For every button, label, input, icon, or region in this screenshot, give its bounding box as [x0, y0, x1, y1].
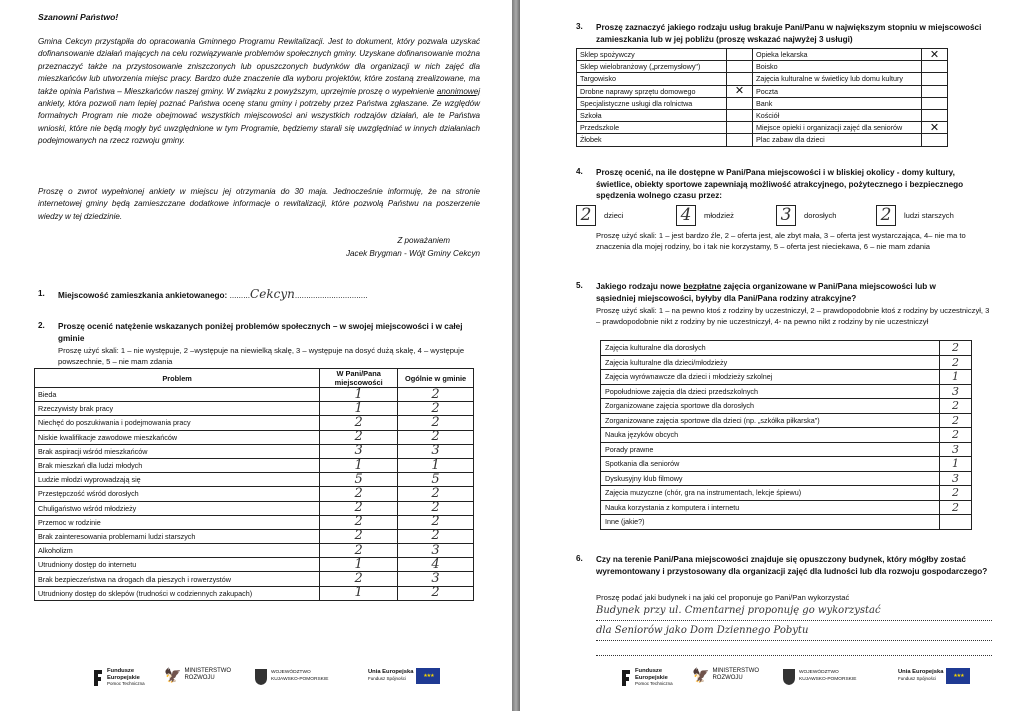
table-row	[577, 73, 948, 85]
q5-scale: Proszę użyć skali: 1 – na pewno ktoś z rodziny by uczestniczył, 2 – prawdopodobnie ktoś z rodziny by uczestniczył, 3 – prawdopodobnie nikt z rodziny by nie uczestniczył, 4- na pewno nikt z rodziny by nie uczestniczył	[596, 306, 990, 326]
col-header-gmina: Ogólnie w gminie	[398, 369, 474, 388]
q3-question: Proszę zaznaczyć jakiego rodzaju usług brakuje Pani/Panu w największym stopniu w miejscowości zamieszkania lub w jej pobliżu (proszę wskazać najwyżej 3 usługi)	[596, 23, 982, 44]
activity-rating-cell[interactable]: 2	[940, 341, 972, 356]
unia-europejska-logo: Unia Europejska Fundusz Spójności ★★★	[368, 668, 440, 684]
activity-label: Zorganizowane zajęcia sportowe dla dorosłych	[601, 399, 940, 414]
problem-cell: Utrudniony dostęp do internetu	[35, 558, 320, 572]
activity-label: Dyskusyjny klub filmowy	[601, 471, 940, 486]
gmina-rating-cell[interactable]: 2	[398, 529, 474, 543]
q2-question: Proszę ocenić natężenie wskazanych poniżej problemów społecznych – w swojej miejscowości i w całej gminie	[58, 322, 463, 343]
table-row	[601, 355, 972, 370]
table-row	[35, 388, 474, 402]
activity-label: Popołudniowe zajęcia dla dzieci przedszkolnych	[601, 384, 940, 399]
table-row	[35, 416, 474, 430]
local-rating-cell[interactable]: 3	[320, 444, 398, 458]
activity-label: Porady prawne	[601, 442, 940, 457]
eu-flag-icon: ★★★	[946, 668, 970, 684]
gmina-rating-cell[interactable]: 2	[398, 402, 474, 416]
local-rating-cell[interactable]: 2	[320, 515, 398, 529]
table-row	[601, 428, 972, 443]
activity-label: Nauka korzystania z komputera i internetu	[601, 500, 940, 515]
service-label: Kościół	[753, 109, 922, 121]
problem-cell: Brak aspiracji wśród mieszkańców	[35, 444, 320, 458]
service-label: Drobne naprawy sprzętu domowego	[577, 85, 727, 97]
gmina-rating-cell[interactable]: 2	[398, 388, 474, 402]
service-label: Miejsce opieki i organizacji zajęć dla seniorów	[753, 122, 922, 134]
signature-name: Jacek Brygman - Wójt Gminy Cekcyn	[345, 249, 480, 258]
table-row	[601, 341, 972, 356]
table-row	[577, 97, 948, 109]
problem-cell: Utrudniony dostęp do sklepów (trudności w codziennych zakupach)	[35, 586, 320, 600]
table-row	[35, 529, 474, 543]
gmina-rating-cell[interactable]: 2	[398, 416, 474, 430]
eagle-emblem-icon: 🦅	[692, 667, 710, 683]
closing-paragraph: Proszę o zwrot wypełnionej ankiety w miejscu jej otrzymania do 30 maja. Jednocześnie informuję, że na stronie internetowej gminy będą zamieszczane dodatkowe informacje o rewitalizacji, które pozwolą Państwu na poszerzenie wiedzy w tej dziedzinie.	[38, 187, 480, 221]
table-row	[601, 370, 972, 385]
eagle-emblem-icon: 🦅	[164, 667, 182, 683]
service-label: Zajęcia kulturalne w świetlicy lub domu kultury	[753, 73, 922, 85]
table-row	[601, 457, 972, 472]
problem-cell: Przestępczość wśród dorosłych	[35, 487, 320, 501]
q4-scale: Proszę użyć skali: 1 – jest bardzo źle, 2 – oferta jest, ale zbyt mała, 3 – oferta jest wystarczająca, 4– nie ma to znaczenia dla mojej rodziny, bo i tak nie korzystamy, 5 – oferta jest nieciekawa, 6 – nie mam zdania	[596, 231, 966, 251]
fe-stars-icon	[620, 668, 632, 688]
q6-prompt: Proszę podać jaki budynek i na jaki cel proponuje go Pani/Pan wykorzystać	[596, 593, 850, 602]
gmina-rating-cell[interactable]: 3	[398, 572, 474, 586]
intro-paragraph: Gmina Cekcyn przystąpiła do opracowania Gminnego Programu Rewitalizacji. Jest to dokument, który pozwala uzyskać dofinansowanie działań mających na celu rozwiązywanie problemów społecznych gminy. Uzyskane dofinansowanie można przeznaczyć także na przystosowanie zniszczonych lub opuszczonych budynków dla organizacji w nich zajęć dla mieszkańców lub utworzenia miejsc pracy. Bardzo duże znaczenie dla wyboru projektów, które zostaną zrealizowane, ma także opinia Państwa – Mieszkańców naszej gminy. W związku z powyższym, uprzejmie proszę o wypełnienie anonimowej ankiety, która pozwoli nam lepiej poznać Państwa ocenę stanu gminy i potrzeby przez Państwa zgłaszane. Ze względów formalnych Program nie może obejmować wszystkich miejscowości ani wszystkich rodzajów działań, ale te Państwa wnioski, które nie będą mogły być uwzględnione w tym Programie, będziemy starali się uwzględniać w innych działaniach podejmowanych na rzecz rozwoju gminy.	[38, 37, 481, 146]
problem-cell: Niechęć do poszukiwania i podejmowania pracy	[35, 416, 320, 430]
gmina-rating-cell[interactable]: 3	[398, 444, 474, 458]
q4-answer-adults[interactable]: 3	[776, 205, 796, 226]
q4-label-seniors: ludzi starszych	[904, 211, 954, 220]
table-row	[601, 399, 972, 414]
services-table	[576, 48, 948, 147]
q4-question: Proszę ocenić, na ile dostępne w Pani/Pana miejscowości i w bliskiej okolicy - domy kultury, świetlice, obiekty sportowe zapewniają możliwość atrakcyjnego, pożytecznego i bezpiecznego spędzenia wolnego czasu przez:	[596, 168, 964, 200]
service-checkbox[interactable]	[727, 122, 753, 134]
gmina-rating-cell[interactable]: 2	[398, 515, 474, 529]
problem-cell: Rzeczywisty brak pracy	[35, 402, 320, 416]
fundusze-europejskie-logo: Fundusze Europejskie Pomoc Techniczna	[620, 668, 673, 688]
service-label: Bank	[753, 97, 922, 109]
service-checkbox[interactable]: ✕	[922, 49, 948, 61]
table-row	[577, 49, 948, 61]
service-label: Boisko	[753, 61, 922, 73]
signature-regards: Z poważaniem	[397, 236, 450, 245]
table-row	[35, 444, 474, 458]
problem-cell: Bieda	[35, 388, 320, 402]
activity-rating-cell[interactable]: 3	[940, 384, 972, 399]
table-row	[577, 61, 948, 73]
service-label: Sklep wielobranżowy („przemysłowy")	[577, 61, 727, 73]
activity-rating-cell[interactable]: 2	[940, 500, 972, 515]
funding-logos	[92, 668, 472, 698]
q6-number: 6.	[576, 554, 583, 563]
table-row	[35, 586, 474, 600]
q4-number: 4.	[576, 167, 583, 176]
local-rating-cell[interactable]: 5	[320, 473, 398, 487]
service-checkbox[interactable]	[727, 49, 753, 61]
service-label: Żłobek	[577, 134, 727, 146]
problems-table	[34, 368, 474, 601]
local-rating-cell[interactable]: 2	[320, 416, 398, 430]
service-label: Przedszkole	[577, 122, 727, 134]
table-row	[601, 413, 972, 428]
activity-label: Zajęcia muzyczne (chór, gra na instrumentach, lekcje śpiewu)	[601, 486, 940, 501]
table-row	[35, 487, 474, 501]
activity-label: Zajęcia kulturalne dla dorosłych	[601, 341, 940, 356]
gmina-rating-cell[interactable]: 5	[398, 473, 474, 487]
service-checkbox[interactable]: ✕	[727, 85, 753, 97]
service-checkbox[interactable]	[922, 97, 948, 109]
activity-rating-cell[interactable]: 1	[940, 457, 972, 472]
wojewodztwo-logo: WOJEWÓDZTWO KUJAWSKO-POMORSKIE	[782, 668, 856, 686]
problem-cell: Brak zainteresowania problemami ludzi starszych	[35, 529, 320, 543]
table-row	[601, 471, 972, 486]
service-checkbox[interactable]	[727, 73, 753, 85]
activity-label: Zorganizowane zajęcia sportowe dla dzieci (np. „szkółka piłkarska")	[601, 413, 940, 428]
q5-question: Jakiego rodzaju nowe bezpłatne zajęcia organizowane w Pani/Pana miejscowości lub w sąsiedniej miejscowości, byłyby dla Pani/Pana rodziny atrakcyjne?	[596, 282, 936, 303]
gmina-rating-cell[interactable]: 2	[398, 501, 474, 515]
gmina-rating-cell[interactable]: 2	[398, 586, 474, 600]
book-gutter	[512, 0, 520, 711]
q4-answer-youth[interactable]: 4	[676, 205, 696, 226]
activity-label: Zajęcia wyrównawcze dla dzieci i młodzieży szkolnej	[601, 370, 940, 385]
local-rating-cell[interactable]: 2	[320, 430, 398, 444]
local-rating-cell[interactable]: 2	[320, 487, 398, 501]
activity-rating-cell[interactable]: 2	[940, 413, 972, 428]
table-row	[601, 515, 972, 530]
table-row	[577, 122, 948, 134]
answer-line	[596, 640, 992, 641]
service-checkbox[interactable]	[922, 134, 948, 146]
activity-rating-cell[interactable]: 2	[940, 486, 972, 501]
underlined-word: anonimowej	[436, 86, 481, 96]
gmina-rating-cell[interactable]: 1	[398, 458, 474, 472]
activity-label: Spotkania dla seniorów	[601, 457, 940, 472]
activity-rating-cell[interactable]: 2	[940, 428, 972, 443]
table-row	[35, 458, 474, 472]
service-checkbox[interactable]	[727, 134, 753, 146]
table-row	[35, 572, 474, 586]
q6-answer-line-2: dla Seniorów jako Dom Dziennego Pobytu	[596, 625, 809, 636]
eu-flag-icon: ★★★	[416, 668, 440, 684]
fundusze-europejskie-logo: Fundusze Europejskie Pomoc Techniczna	[92, 668, 145, 688]
service-label: Targowisko	[577, 73, 727, 85]
service-label: Poczta	[753, 85, 922, 97]
activity-rating-cell[interactable]	[940, 515, 972, 530]
table-row	[35, 402, 474, 416]
service-checkbox[interactable]	[727, 109, 753, 121]
table-row	[601, 384, 972, 399]
q5-number: 5.	[576, 281, 583, 290]
service-checkbox[interactable]: ✕	[922, 122, 948, 134]
gmina-rating-cell[interactable]: 2	[398, 487, 474, 501]
local-rating-cell[interactable]: 1	[320, 458, 398, 472]
local-rating-cell[interactable]: 1	[320, 558, 398, 572]
local-rating-cell[interactable]: 1	[320, 388, 398, 402]
activity-rating-cell[interactable]: 1	[940, 370, 972, 385]
local-rating-cell[interactable]: 1	[320, 586, 398, 600]
answer-line	[596, 620, 992, 621]
table-row	[35, 544, 474, 558]
q1-number: 1.	[38, 289, 45, 298]
activity-label: Zajęcia kulturalne dla dzieci/młodzieży	[601, 355, 940, 370]
problem-cell: Brak mieszkań dla ludzi młodych	[35, 458, 320, 472]
table-row	[35, 430, 474, 444]
q1-question: Miejscowość zamieszkania ankietowanego: .........Cekcyn................................	[58, 287, 368, 301]
gmina-rating-cell[interactable]: 3	[398, 544, 474, 558]
service-label: Szkoła	[577, 109, 727, 121]
col-header-problem: Problem	[35, 369, 320, 388]
service-checkbox[interactable]	[727, 61, 753, 73]
table-row	[601, 486, 972, 501]
activity-rating-cell[interactable]: 2	[940, 399, 972, 414]
fe-stars-icon	[92, 668, 104, 688]
activity-rating-cell[interactable]: 2	[940, 355, 972, 370]
q3-number: 3.	[576, 22, 583, 31]
voivodeship-crest-icon	[254, 668, 268, 686]
service-checkbox[interactable]	[922, 109, 948, 121]
table-row	[601, 442, 972, 457]
q4-label-adults: dorosłych	[804, 211, 837, 220]
local-rating-cell[interactable]: 2	[320, 572, 398, 586]
q4-label-children: dzieci	[604, 211, 624, 220]
activity-rating-cell[interactable]: 3	[940, 471, 972, 486]
ministerstwo-logo: 🦅 MINISTERSTWO ROZWOJU	[164, 667, 232, 683]
activity-label: Inne (jakie?)	[601, 515, 940, 530]
service-label: Specjalistyczne usługi dla rolnictwa	[577, 97, 727, 109]
table-row	[577, 109, 948, 121]
answer-line	[596, 655, 992, 656]
q4-answer-seniors[interactable]: 2	[876, 205, 896, 226]
q6-answer-line-1: Budynek przy ul. Cmentarnej proponuję go wykorzystać	[596, 605, 881, 616]
q4-answer-children[interactable]: 2	[576, 205, 596, 226]
local-rating-cell[interactable]: 2	[320, 501, 398, 515]
problem-cell: Brak bezpieczeństwa na drogach dla pieszych i rowerzystów	[35, 572, 320, 586]
q4-label-youth: młodzież	[704, 211, 734, 220]
service-checkbox[interactable]	[727, 97, 753, 109]
local-rating-cell[interactable]: 2	[320, 529, 398, 543]
activity-label: Nauka języków obcych	[601, 428, 940, 443]
problem-cell: Alkoholizm	[35, 544, 320, 558]
service-label: Sklep spożywczy	[577, 49, 727, 61]
gmina-rating-cell[interactable]: 2	[398, 430, 474, 444]
table-row	[35, 473, 474, 487]
col-header-local: W Pani/Pana miejscowości	[320, 369, 398, 388]
activities-table	[600, 340, 972, 530]
q1-answer: Cekcyn	[250, 287, 295, 301]
ministerstwo-logo: 🦅 MINISTERSTWO ROZWOJU	[692, 667, 760, 683]
problem-cell: Chuligaństwo wśród młodzieży	[35, 501, 320, 515]
funding-logos-right	[620, 668, 1000, 698]
local-rating-cell[interactable]: 1	[320, 402, 398, 416]
problem-cell: Niskie kwalifikacje zawodowe mieszkańców	[35, 430, 320, 444]
problem-cell: Przemoc w rodzinie	[35, 515, 320, 529]
table-row	[35, 501, 474, 515]
q6-question: Czy na terenie Pani/Pana miejscowości znajduje się opuszczony budynek, który mógłby zostać wyremontowany i przystosowany dla organizacji zajęć dla ludności lub dla rozwoju gospodarczego?	[596, 555, 988, 576]
service-checkbox[interactable]	[922, 85, 948, 97]
table-row	[577, 134, 948, 146]
wojewodztwo-logo: WOJEWÓDZTWO KUJAWSKO-POMORSKIE	[254, 668, 328, 686]
activity-rating-cell[interactable]: 3	[940, 442, 972, 457]
table-row	[35, 558, 474, 572]
problem-cell: Ludzie młodzi wyprowadzają się	[35, 473, 320, 487]
table-row	[577, 85, 948, 97]
table-row	[35, 515, 474, 529]
service-checkbox[interactable]	[922, 61, 948, 73]
q2-scale: Proszę użyć skali: 1 – nie występuje, 2 –występuje na niewielką skalę, 3 – występuje na dosyć dużą skalę, 4 – występuje powszechnie, 5 – nie mam zdania	[58, 346, 465, 366]
service-checkbox[interactable]	[922, 73, 948, 85]
table-row	[601, 500, 972, 515]
local-rating-cell[interactable]: 2	[320, 544, 398, 558]
q2-number: 2.	[38, 321, 45, 330]
service-label: Plac zabaw dla dzieci	[753, 134, 922, 146]
greeting: Szanowni Państwo!	[38, 12, 119, 22]
service-label: Opieka lekarska	[753, 49, 922, 61]
unia-europejska-logo: Unia Europejska Fundusz Spójności ★★★	[898, 668, 970, 684]
gmina-rating-cell[interactable]: 4	[398, 558, 474, 572]
voivodeship-crest-icon	[782, 668, 796, 686]
